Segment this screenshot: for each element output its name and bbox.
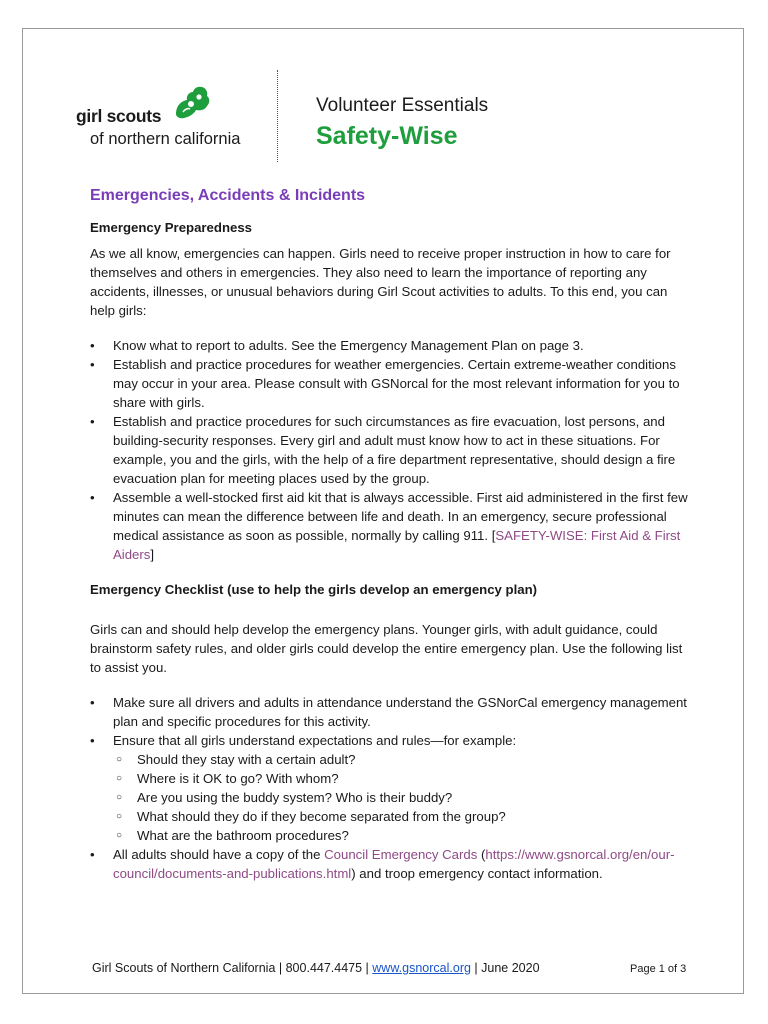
logo-text-region: of northern california bbox=[90, 130, 241, 148]
expectations-sublist bbox=[113, 750, 688, 845]
list-item: • Know what to report to adults. See the Emergency Management Plan on page 3. bbox=[90, 336, 688, 355]
footer-website-link[interactable]: www.gsnorcal.org bbox=[372, 961, 471, 975]
logo-text-girl-scouts: girl scouts bbox=[76, 106, 162, 126]
list-item bbox=[90, 731, 688, 845]
footer-separator: | bbox=[362, 961, 373, 975]
checklist-heading: Emergency Checklist (use to help the girls develop an emergency plan) bbox=[90, 582, 538, 597]
list-item-text-end: ) and troop emergency contact information. bbox=[351, 866, 603, 881]
list-item: • Establish and practice procedures for weather emergencies. Certain extreme-weather conditions may occur in your area. Please consult with GSNorcal for the most relevant information for you to share with girls. bbox=[90, 355, 688, 412]
safety-wise-first-aid-link[interactable]: SAFETY-WISE: First Aid & First Aiders bbox=[113, 528, 681, 562]
sub-list-item: ○ Where is it OK to go? With whom? bbox=[113, 769, 688, 788]
document-title: Safety-Wise bbox=[316, 122, 458, 150]
list-item: • Make sure all drivers and adults in attendance understand the GSNorCal emergency management plan and specific procedures for this activity. bbox=[90, 693, 688, 731]
documents-url-link[interactable]: https://www.gsnorcal.org/en/our-council/documents-and-publications.html bbox=[113, 847, 675, 881]
sub-list-item: ○ Should they stay with a certain adult? bbox=[113, 750, 688, 769]
preparedness-intro: As we all know, emergencies can happen. Girls need to receive proper instruction in how to care for themselves and others in emergencies. They also need to learn the importance of reporting any accidents, illnesses, or unusual behaviors during Girl Scout activities to adults. To this end, you can help girls: bbox=[90, 246, 671, 318]
preparedness-heading: Emergency Preparedness bbox=[90, 220, 252, 235]
page-number: Page 1 of 3 bbox=[630, 963, 687, 975]
footer-phone: 800.447.4475 bbox=[285, 961, 363, 975]
list-item-text: Ensure that all girls understand expectations and rules—for example: bbox=[113, 733, 517, 748]
footer-date: June 2020 bbox=[481, 961, 540, 975]
sub-list-item: ○ What should they do if they become separated from the group? bbox=[113, 807, 688, 826]
list-item: • Establish and practice procedures for such circumstances as fire evacuation, lost persons, and building-security responses. Every girl and adult must know how to act in these situations. For example, you and the girls, with the help of a fire department representative, should design a fire evacuation plan for meeting places used by the group. bbox=[90, 412, 688, 488]
council-emergency-cards-link[interactable]: Council Emergency Cards bbox=[324, 847, 478, 862]
footer-separator: | bbox=[470, 961, 482, 975]
list-item bbox=[90, 488, 688, 564]
footer-separator: | bbox=[275, 961, 286, 975]
sub-list-item: ○ What are the bathroom procedures? bbox=[113, 826, 688, 845]
list-item bbox=[90, 845, 688, 883]
paren-open: ( bbox=[477, 847, 486, 862]
page-footer bbox=[92, 961, 540, 975]
gsnorcal-logo bbox=[76, 84, 276, 154]
checklist-list bbox=[90, 693, 688, 883]
sub-list-item: ○ Are you using the buddy system? Who is their buddy? bbox=[113, 788, 688, 807]
list-item-text-end: ] bbox=[150, 547, 155, 562]
footer-org: Girl Scouts of Northern California bbox=[92, 961, 276, 975]
document-subtitle: Volunteer Essentials bbox=[316, 95, 489, 116]
section-title: Emergencies, Accidents & Incidents bbox=[90, 187, 366, 204]
list-item-text: All adults should have a copy of the bbox=[113, 847, 325, 862]
trefoil-profiles-icon bbox=[172, 84, 212, 122]
document-body bbox=[90, 186, 688, 883]
list-item-text: Assemble a well-stocked first aid kit that is always accessible. First aid administered in the first few minutes can mean the difference between life and death. In an emergency, secure professional medical assistance as soon as possible, normally by calling 911. [ bbox=[113, 490, 688, 543]
preparedness-list bbox=[90, 336, 688, 564]
header-divider bbox=[277, 70, 278, 162]
checklist-intro: Girls can and should help develop the emergency plans. Younger girls, with adult guidance, could brainstorm safety rules, and older girls could develop the entire emergency plan. Use the following list to assist you. bbox=[90, 622, 683, 675]
